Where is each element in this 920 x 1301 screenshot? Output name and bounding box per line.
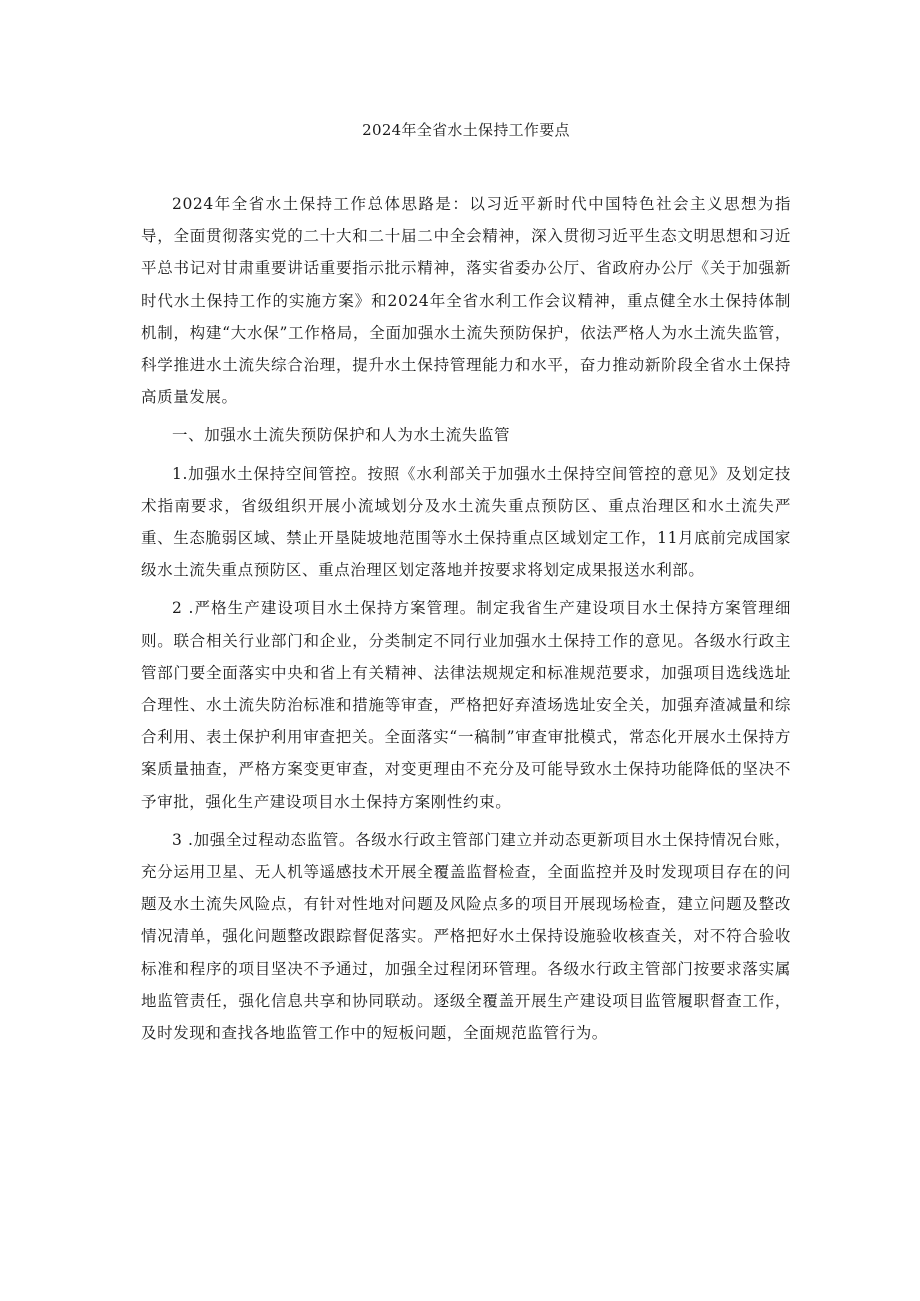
intro-paragraph: 2024年全省水土保持工作总体思路是：以习近平新时代中国特色社会主义思想为指导，全面贯彻落实党的二十大和二十届二中全会精神，深入贯彻习近平生态文明思想和习近平总书记对甘肃重要讲话重要指示批示精神，落实省委办公厅、省政府办公厅《关于加强新时代水土保持工作的实施方案》和2024年全省水利工作会议精神，重点健全水土保持体制机制，构建“大水保”工作格局，全面加强水土流失预防保护，依法严格人为水土流失监管，科学推进水土流失综合治理，提升水土保持管理能力和水平，奋力推动新阶段全省水土保持高质量发展。 [141,195,791,407]
item-paragraph-3: 3 .加强全过程动态监管。各级水行政主管部门建立并动态更新项目水土保持情况台账，充分运用卫星、无人机等遥感技术开展全覆盖监督检查，全面监控并及时发现项目存在的问题及水土流失风险点，有针对性地对问题及风险点多的项目开展现场检查，建立问题及整改情况清单，强化问题整改跟踪督促落实。严格把好水土保持设施验收核查关，对不符合验收标准和程序的项目坚决不予通过，加强全过程闭环管理。各级水行政主管部门按要求落实属地监管责任，强化信息共享和协同联动。逐级全覆盖开展生产建设项目监管履职督查工作，及时发现和查找各地监管工作中的短板问题，全面规范监管行为。 [141,830,791,1043]
item-paragraph-2: 2 .严格生产建设项目水土保持方案管理。制定我省生产建设项目水土保持方案管理细则。联合相关行业部门和企业，分类制定不同行业加强水土保持工作的意见。各级水行政主管部门要全面落实中央和省上有关精神、法律法规规定和标准规范要求，加强项目选线选址合理性、水土流失防治标准和措施等审查，严格把好弃渣场选址安全关，加强弃渣减量和综合利用、表土保护利用审查把关。全面落实“一稿制”审查审批模式，常态化开展水土保持方案质量抽查，严格方案变更审查，对变更理由不充分及可能导致水土保持功能降低的坚决不予审批，强化生产建设项目水土保持方案刚性约束。 [141,599,791,811]
section-heading: 一、加强水土流失预防保护和人为水土流失监管 [172,426,511,445]
document-page [141,118,791,1049]
item-paragraph-1: 1.加强水土保持空间管控。按照《水利部关于加强水土保持空间管控的意见》及划定技术指南要求，省级组织开展小流域划分及水土流失重点预防区、重点治理区和水土流失严重、生态脆弱区域、禁止开垦陡坡地范围等水土保持重点区域划定工作，11月底前完成国家级水土流失重点预防区、重点治理区划定落地并按要求将划定成果报送水利部。 [141,464,791,580]
document-title: 2024年全省水土保持工作要点 [362,121,570,139]
